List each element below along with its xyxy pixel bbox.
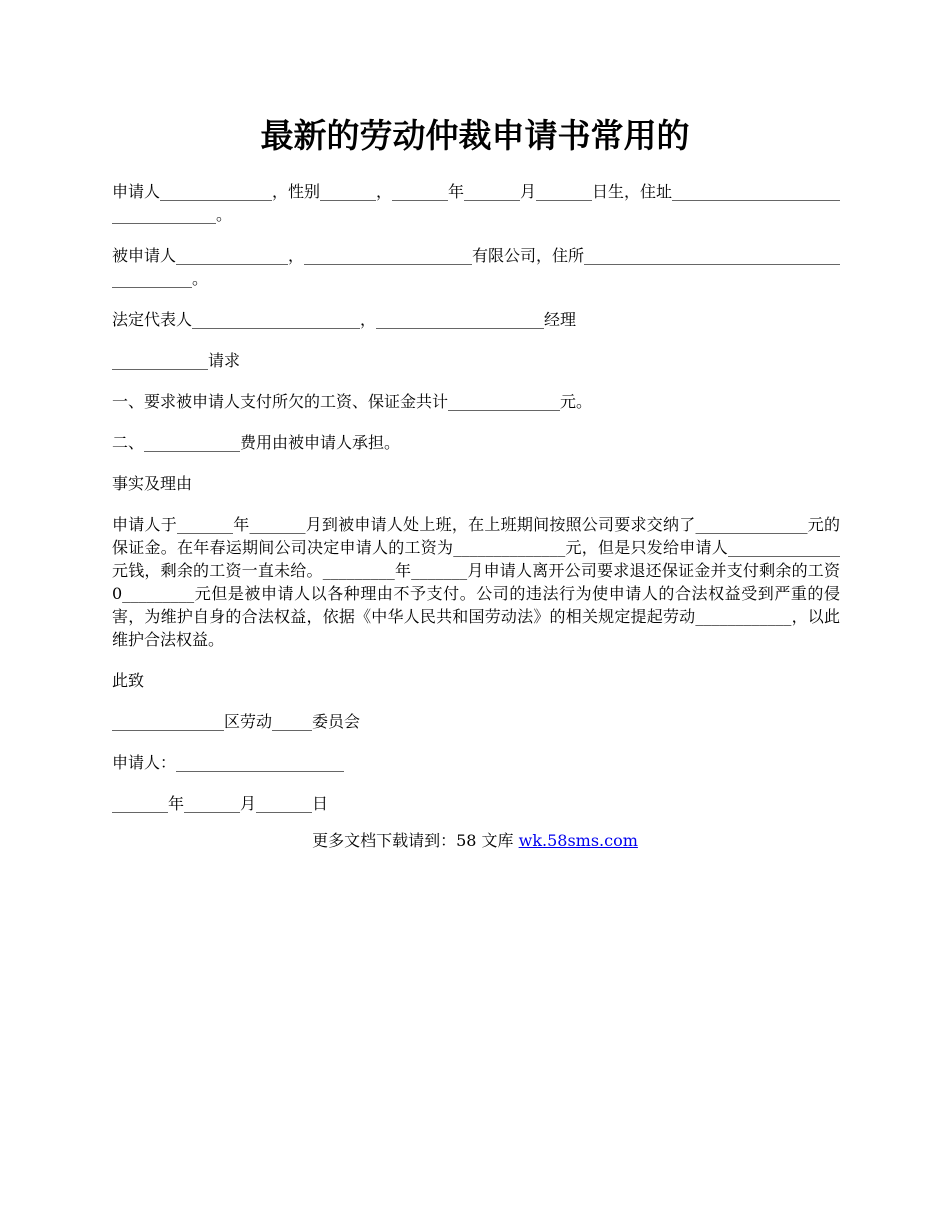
applicant-signature: 申请人：_____________________ (112, 753, 345, 772)
request-item-2: 二、____________费用由被申请人承担。 (112, 433, 401, 452)
request-heading: ____________请求 (112, 351, 241, 370)
recipient-committee: ______________区劳动_____委员会 (112, 712, 361, 731)
facts-heading: 事实及理由 (112, 474, 193, 493)
respondent-info-paragraph: 被申请人______________，_____________________有限公司，住所__________________________________________。 (112, 246, 841, 288)
applicant-info-paragraph: 申请人______________，性别_______，_______年_______月_______日生，住址__________________________________。 (112, 182, 841, 224)
salutation: 此致 (112, 671, 145, 690)
legal-representative-paragraph: 法定代表人_____________________，_____________________经理 (112, 310, 577, 329)
facts-paragraph: 申请人于_______年_______月到被申请人处上班，在上班期间按照公司要求交纳了______________元的保证金。在年春运期间公司决定申请人的工资为______________元，但是只发给申请人______________元钱，剩余的工资一直未给。_________年_______月申请人离开公司要求退还保证金并支付剩余的工资0_________元但是被申请人以各种理由不予支付。公司的违法行为使申请人的合法权益受到严重的侵害，为维护自身的合法权益，依据《中华人民共和国劳动法》的相关规定提起劳动____________，以此维护合法权益。 (112, 515, 840, 649)
footer-link[interactable]: wk.58sms.com (518, 831, 638, 850)
document-title: 最新的劳动仲裁申请书常用的 (260, 116, 690, 155)
request-item-1: 一、要求被申请人支付所欠的工资、保证金共计______________元。 (112, 392, 593, 411)
footer-prefix: 更多文档下载请到：58 文库 (312, 831, 519, 850)
signature-date: _______年_______月_______日 (112, 794, 329, 813)
footer-note (112, 829, 838, 853)
document-body (112, 180, 840, 833)
